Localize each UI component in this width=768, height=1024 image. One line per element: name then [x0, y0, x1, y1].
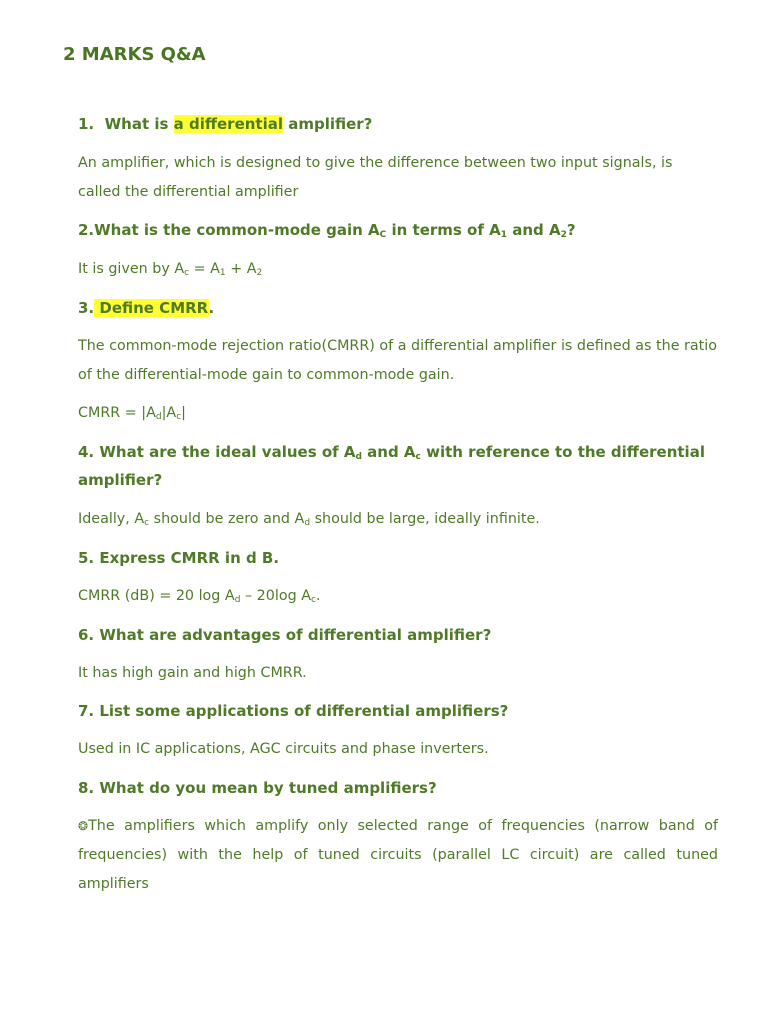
question-3-text-post: .	[208, 299, 215, 317]
subscript-d: d	[355, 452, 362, 462]
question-3-number: 3.	[78, 299, 95, 317]
subscript-2: 2	[560, 230, 567, 240]
subscript-c: c	[310, 595, 316, 605]
question-1	[78, 110, 718, 138]
question-2	[78, 216, 718, 244]
question-6: 6. What are advantages of differential amplifier?	[78, 626, 492, 644]
answer-1: An amplifier, which is designed to give the difference between two input signals, is called the differential amplifier	[78, 155, 673, 200]
answer-5	[78, 582, 718, 611]
answer-2-pre: It is given by A	[78, 261, 185, 277]
question-4	[78, 438, 718, 494]
question-3-highlight: Define CMRR	[94, 299, 209, 317]
answer-6: It has high gain and high CMRR.	[78, 665, 307, 681]
question-2-text-pre: 2.What is the common-mode gain A	[78, 221, 380, 239]
subscript-1: 1	[500, 230, 507, 240]
question-2-text-post: ?	[566, 221, 576, 239]
question-2-text-mid2: and A	[506, 221, 561, 239]
subscript-2: 2	[256, 268, 263, 278]
question-1-highlight: a differential	[173, 115, 283, 133]
question-2-text-mid: in terms of A	[386, 221, 501, 239]
formula-pre: CMRR = |A	[78, 405, 156, 421]
subscript-c: c	[184, 268, 190, 278]
subscript-c: c	[415, 452, 421, 462]
answer-7: Used in IC applications, AGC circuits and phase inverters.	[78, 741, 489, 757]
subscript-1: 1	[219, 268, 226, 278]
answer-2-mid: = A	[189, 261, 220, 277]
question-7: 7. List some applications of differential amplifiers?	[78, 702, 509, 720]
question-1-text-pre: What is	[104, 115, 174, 133]
formula-post: |	[181, 405, 186, 421]
answer-4-pre: Ideally, A	[78, 511, 145, 527]
subscript-d: d	[304, 518, 311, 528]
qa-list	[78, 110, 718, 899]
cmrr-formula	[78, 399, 718, 428]
answer-4-mid: should be zero and A	[149, 511, 305, 527]
subscript-c: c	[144, 518, 150, 528]
subscript-c: C	[379, 230, 387, 240]
answer-8-text: The amplifiers which amplify only selected range of frequencies (narrow band of frequencies) with the help of tuned circuits (parallel LC circuit) are called tuned amplifiers	[78, 818, 718, 892]
answer-2	[78, 255, 718, 284]
question-5: 5. Express CMRR in d B.	[78, 549, 280, 567]
question-3	[78, 294, 718, 322]
question-1-number: 1.	[78, 115, 95, 133]
flower-bullet-icon: ❂	[78, 819, 89, 833]
answer-5-pre: CMRR (dB) = 20 log A	[78, 588, 235, 604]
answer-8	[78, 812, 718, 899]
answer-2-mid2: + A	[225, 261, 257, 277]
answer-5-post: .	[315, 588, 321, 604]
page-title: 2 MARKS Q&A	[63, 44, 206, 65]
question-8: 8. What do you mean by tuned amplifiers?	[78, 779, 437, 797]
answer-4-post: should be large, ideally infinite.	[310, 511, 540, 527]
answer-5-mid: – 20log A	[240, 588, 311, 604]
question-4-text-mid: and A	[361, 443, 416, 461]
question-4-text-pre: 4. What are the ideal values of A	[78, 443, 356, 461]
formula-mid: |A	[161, 405, 177, 421]
question-4-text-post: with reference to the differential amplifier?	[78, 443, 705, 489]
answer-3: The common-mode rejection ratio(CMRR) of a differential amplifier is defined as the ratio of the differential-mode gain to common-mode gain.	[78, 338, 717, 383]
question-1-text-post: amplifier?	[283, 115, 373, 133]
subscript-c: c	[176, 412, 182, 422]
answer-4	[78, 505, 718, 534]
subscript-d: d	[155, 412, 162, 422]
subscript-d: d	[234, 595, 241, 605]
